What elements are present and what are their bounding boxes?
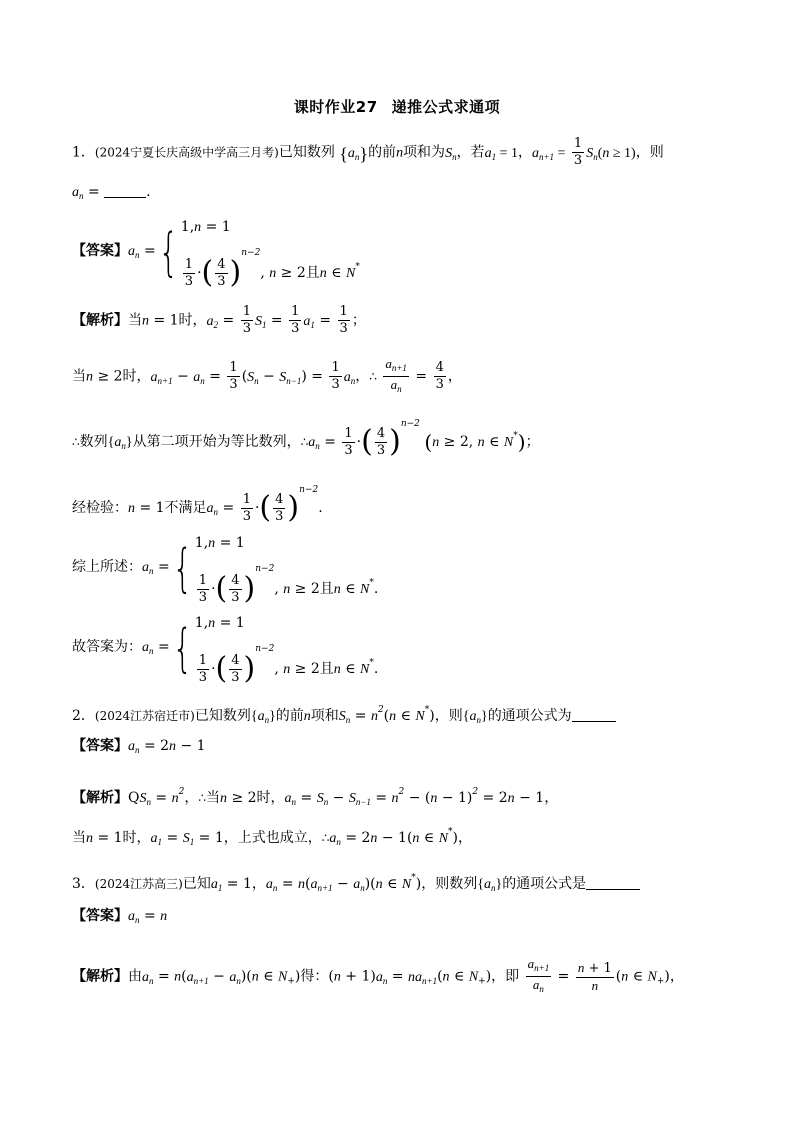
q3-answer: 【答案】$a_n = n$ (72, 908, 168, 925)
q1-analysis-line1: 【解析】当n = 1时，$a_2$ = $\frac{1}{3}$ $S_1$ = $\frac{1}{3}$ $a_1$ = $\frac{1}{3}$ ； (72, 304, 366, 336)
answer-blank (104, 183, 146, 198)
q1-source: (2024宁夏长庆高级中学高三月考) (94, 145, 279, 160)
q2-stem: 2．(2024江苏宿迁市)已知数列$\{a_n\}$的前n项和$S_n = n^2(n$ ∈ N*)，则$\{a_n\}$的通项公式为 (72, 700, 616, 730)
q2-source: (2024江苏宿迁市) (94, 709, 195, 723)
q1-analysis-line2: 当n ≥ 2时，$a_{n+1} - a_n$ = $\frac{1}{3}$ $(S_n - S_{n-1})$ = $\frac{1}{3}$ $a_n$，∴ $\frac{a_{n+1}}{a_n}$ = $\frac{4}{3}$ ， (72, 356, 462, 394)
q1-analysis-line3: ∴数列$\{a_n\}$从第二项开始为等比数列，$\therefore a_n$ = $\frac{1}{3}$ ·( $\frac{4}{3}$ )$^{n-2}$ (n ≥ 2, n ∈ N*)； (72, 419, 540, 459)
q2-analysis-line2: 当n = 1时，$a_1 = S_1 = 1$，上式也成立，$\therefore a_n = 2n - 1(n$ ∈ N*)， (72, 827, 472, 847)
page-title (0, 96, 794, 117)
q1-stem-line2: $a_n$ = . (72, 184, 151, 201)
q2-answer: 【答案】$a_n = 2n - 1$ (72, 738, 206, 755)
q3-source: (2024江苏高三) (94, 877, 183, 891)
q1-final-answer: 故答案为：$a_n$ ={ 1,n = 1 $\frac{1}{3}$ ·( $\frac{4}{3}$ )$^{n-2}$, n ≥ 2且n ∈ N*. (72, 615, 379, 686)
answer-blank (572, 707, 616, 722)
q2-analysis-line1: 【解析】$QS_n = n^2$，∴当n ≥ 2时，$a_n = S_n - S_{n-1} = n^2 - (n - 1)^2 = 2n - 1$， (72, 787, 559, 807)
math-seq: $\{a_n\}$ (339, 143, 369, 164)
q1-analysis-summary: 综上所述：$a_n$ ={ 1,n = 1 $\frac{1}{3}$ ·( $\frac{4}{3}$ )$^{n-2}$, n ≥ 2且n ∈ N*. (72, 535, 379, 606)
answer-blank (586, 875, 640, 890)
title-lesson: 课时作业27 (293, 98, 378, 116)
q3-analysis: 【解析】由$a_n = n(a_{n+1} - a_n)(n$ ∈ $N_+$)得：$(n + 1)a_n = na_{n+1}(n$ ∈ $N_+$)，即 $\frac{a_{n+1}}{a_n}$ = $\frac{n + 1}{n}$ (n ∈ $N_+$)， (72, 956, 684, 994)
q3-stem: 3．(2024江苏高三)已知$a_1 = 1$，$a_n = n(a_{n+1} - a_n)(n$ ∈ N*)，则数列$\{a_n\}$的通项公式是 (72, 868, 640, 898)
q1-stem: 1．(2024宁夏长庆高级中学高三月考)已知数列 $\{a_n\}$的前n项和为$S_n$，若$a_1 = 1$，$a_{n+1}$ = $\frac{1}{3}$ $S_n(n \ge 1)$，则 (72, 136, 664, 168)
q1-answer: 【答案】$a_n$ ={ 1,n = 1 $\frac{1}{3}$ ·( $\frac{4}{3}$ )$^{n-2}$, n ≥ 2且n ∈ N* (72, 219, 360, 290)
title-topic: 递推公式求通项 (391, 98, 501, 116)
q1-analysis-line4: 经检验：n = 1不满足$a_n$ = $\frac{1}{3}$ ·( $\frac{4}{3}$ )$^{n-2}$. (72, 485, 323, 525)
